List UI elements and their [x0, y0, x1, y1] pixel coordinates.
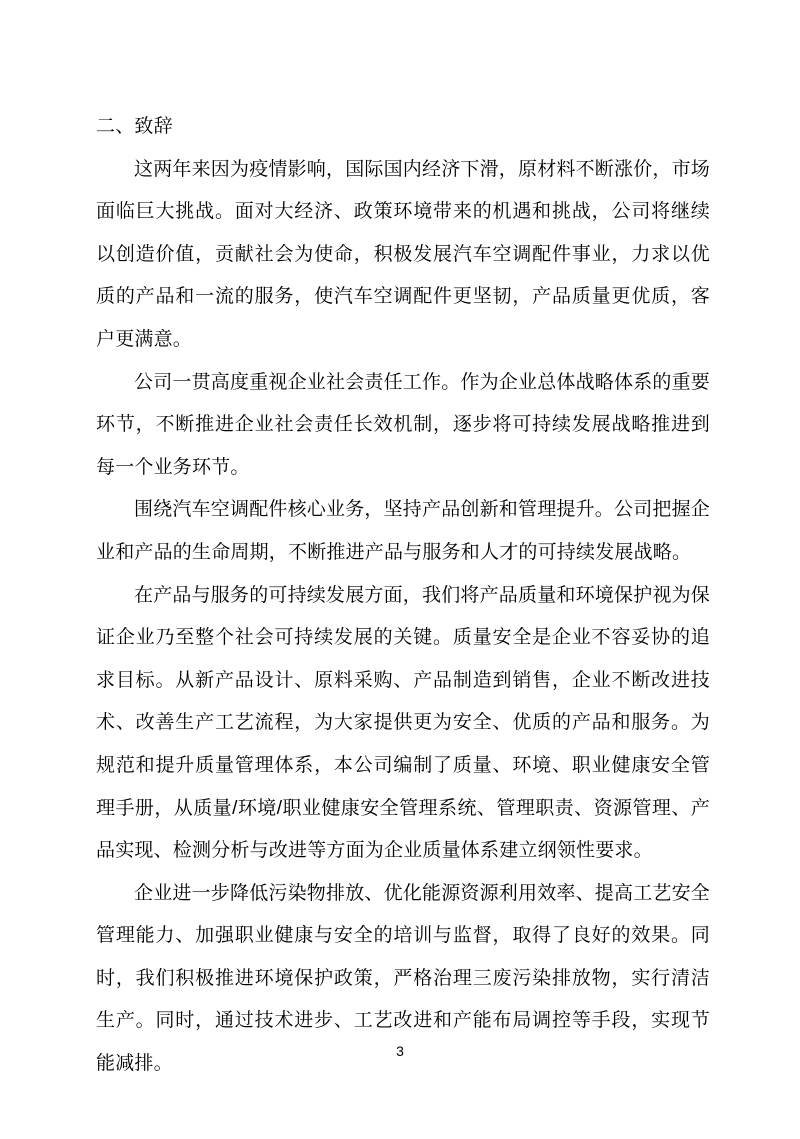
section-heading: 二、致辞 [96, 116, 173, 137]
paragraph: 公司一贯高度重视企业社会责任工作。作为企业总体战略体系的重要环节，不断推进企业社会责任长效机制，逐步将可持续发展战略推进到每一个业务环节。 [96, 371, 711, 478]
paragraph: 这两年来因为疫情影响，国际国内经济下滑，原材料不断涨价，市场面临巨大挑战。面对大经济、政策环境带来的机遇和挑战，公司将继续以创造价值，贡献社会为使命，积极发展汽车空调配件事业，力求以优质的产品和一流的服务，使汽车空调配件更坚韧，产品质量更优质，客户更满意。 [96, 158, 711, 350]
paragraph: 企业进一步降低污染物排放、优化能源资源利用效率、提高工艺安全管理能力、加强职业健康与安全的培训与监督，取得了良好的效果。同时，我们积极推进环境保护政策，严格治理三废污染排放物，实行清洁生产。同时，通过技术进步、工艺改进和产能布局调控等手段，实现节能减排。 [96, 882, 711, 1075]
document-body [96, 106, 710, 1086]
page-number: 3 [396, 1043, 404, 1059]
paragraph: 围绕汽车空调配件核心业务，坚持产品创新和管理提升。公司把握企业和产品的生命周期，不断推进产品与服务和人才的可持续发展战略。 [96, 499, 711, 563]
paragraph: 在产品与服务的可持续发展方面，我们将产品质量和环境保护视为保证企业乃至整个社会可持续发展的关键。质量安全是企业不容妥协的追求目标。从新产品设计、原料采购、产品制造到销售，企业不断改进技术、改善生产工艺流程，为大家提供更为安全、优质的产品和服务。为规范和提升质量管理体系，本公司编制了质量、环境、职业健康安全管理手册，从质量/环境/职业健康安全管理系统、管理职责、资源管理、产品实现、检测分析与改进等方面为企业质量体系建立纲领性要求。 [96, 584, 711, 862]
